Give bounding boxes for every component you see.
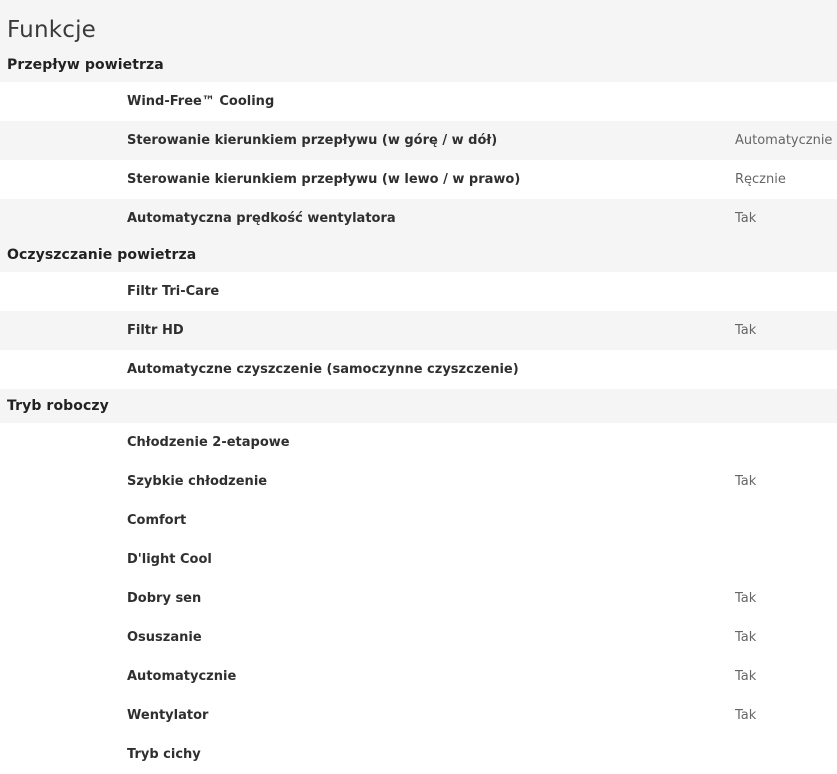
spec-row (0, 160, 837, 199)
spec-name: Sterowanie kierunkiem przepływu (w lewo / w prawo) (127, 172, 521, 187)
spec-name: Automatyczna prędkość wentylatora (127, 211, 396, 226)
spec-value: Automatycznie (735, 133, 833, 148)
spec-row (0, 423, 837, 462)
spec-name: Filtr HD (127, 323, 184, 338)
spec-row (0, 579, 837, 618)
spec-row (0, 199, 837, 238)
spec-row (0, 696, 837, 735)
spec-value: Tak (735, 630, 757, 645)
spec-row (0, 618, 837, 657)
spec-name: Wentylator (127, 708, 209, 723)
spec-row (0, 540, 837, 579)
spec-name: Sterowanie kierunkiem przepływu (w górę / w dół) (127, 133, 498, 148)
features-spec-list (0, 48, 837, 774)
spec-name: Wind-Free™ Cooling (127, 94, 275, 109)
spec-name: Szybkie chłodzenie (127, 474, 268, 489)
spec-name: Comfort (127, 513, 187, 528)
spec-row (0, 501, 837, 540)
spec-name: Filtr Tri-Care (127, 284, 220, 299)
page-title: Funkcje (7, 17, 97, 44)
spec-row (0, 657, 837, 696)
spec-value: Tak (735, 323, 757, 338)
section-heading-operating-mode: Tryb roboczy (0, 389, 837, 423)
spec-row (0, 82, 837, 121)
spec-name: Automatyczne czyszczenie (samoczynne czyszczenie) (127, 362, 519, 377)
spec-name: Osuszanie (127, 630, 202, 645)
spec-row (0, 735, 837, 774)
spec-name: Tryb cichy (127, 747, 201, 762)
spec-row (0, 311, 837, 350)
spec-row (0, 121, 837, 160)
spec-value: Tak (735, 708, 757, 723)
section-heading-airflow: Przepływ powietrza (0, 48, 837, 82)
spec-value: Tak (735, 474, 757, 489)
section-heading-air-purification: Oczyszczanie powietrza (0, 238, 837, 272)
spec-row (0, 350, 837, 389)
spec-value: Tak (735, 591, 757, 606)
spec-row (0, 462, 837, 501)
spec-value: Ręcznie (735, 172, 786, 187)
spec-name: Automatycznie (127, 669, 237, 684)
spec-name: Chłodzenie 2-etapowe (127, 435, 290, 450)
spec-value: Tak (735, 669, 757, 684)
spec-name: D'light Cool (127, 552, 212, 567)
spec-value: Tak (735, 211, 757, 226)
spec-name: Dobry sen (127, 591, 202, 606)
spec-row (0, 272, 837, 311)
